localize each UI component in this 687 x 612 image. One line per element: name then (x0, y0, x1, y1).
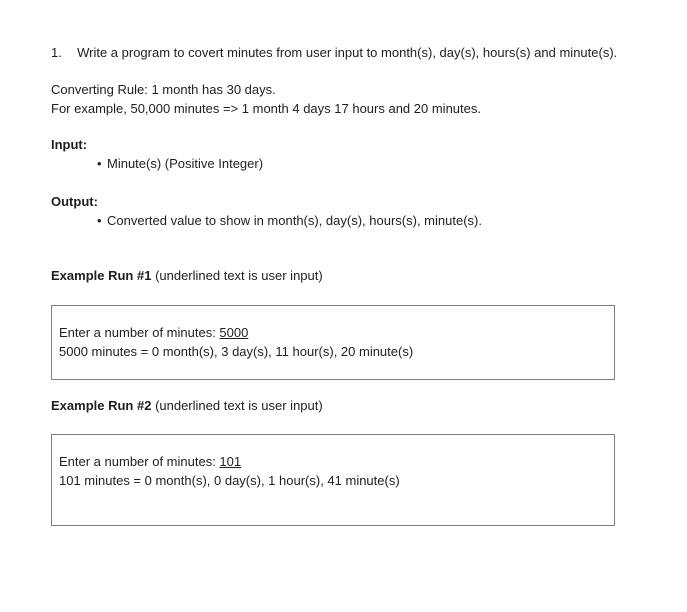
example1-heading-line (51, 268, 323, 284)
question-line (51, 45, 617, 61)
example2-output-box (51, 434, 615, 526)
example2-heading: Example Run #2 (51, 398, 152, 413)
example2-prompt-line (59, 454, 241, 470)
input-bullet-text: Minute(s) (Positive Integer) (107, 156, 264, 171)
example1-note: (underlined text is user input) (155, 268, 323, 283)
bullet-icon: • (97, 156, 102, 171)
output-bullet-item (97, 213, 482, 229)
example2-result: 101 minutes = 0 month(s), 0 day(s), 1 hour(s), 41 minute(s) (59, 473, 400, 488)
input-bullet-item (97, 156, 263, 172)
example1-heading: Example Run #1 (51, 268, 152, 283)
output-heading: Output: (51, 194, 98, 209)
input-heading: Input: (51, 137, 88, 152)
rule-line-2: For example, 50,000 minutes => 1 month 4 days 17 hours and 20 minutes. (51, 101, 481, 116)
bullet-icon: • (97, 213, 102, 228)
example2-note: (underlined text is user input) (155, 398, 323, 413)
question-number: 1. (51, 45, 62, 60)
example2-heading-line (51, 398, 323, 414)
example1-prompt: Enter a number of minutes: (59, 325, 220, 340)
output-bullet-text: Converted value to show in month(s), day(s), hours(s), minute(s). (107, 213, 482, 228)
rule-line-1: Converting Rule: 1 month has 30 days. (51, 82, 276, 97)
example2-prompt: Enter a number of minutes: (59, 454, 220, 469)
example1-result: 5000 minutes = 0 month(s), 3 day(s), 11 hour(s), 20 minute(s) (59, 344, 414, 359)
example1-user-input: 5000 (219, 325, 249, 340)
example2-user-input: 101 (219, 454, 242, 469)
example1-output-box (51, 305, 615, 380)
question-text: Write a program to covert minutes from user input to month(s), day(s), hours(s) and minute(s). (77, 45, 618, 60)
example1-prompt-line (59, 325, 248, 341)
